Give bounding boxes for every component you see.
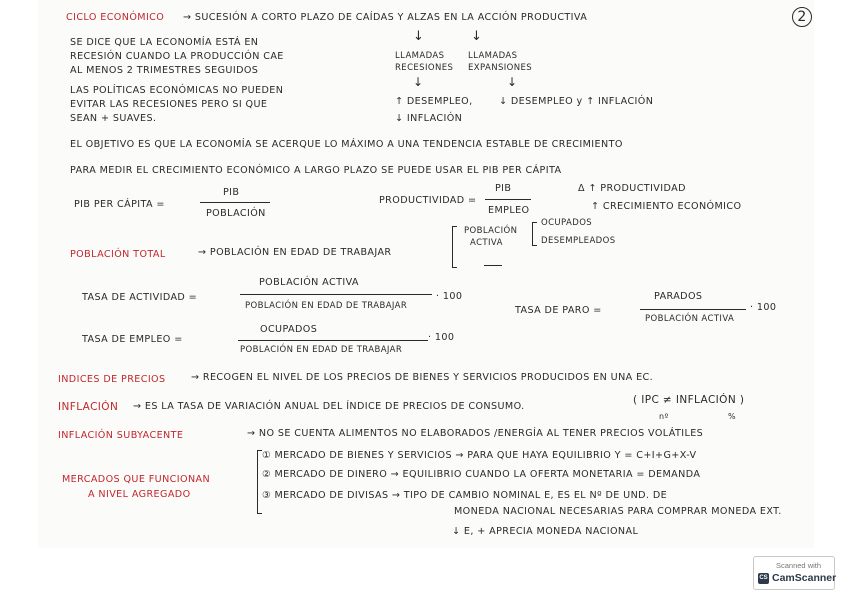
poblacion-activa-1: POBLACIÓN (464, 226, 518, 236)
llamadas-recesiones-2: RECESIONES (395, 63, 454, 73)
politicas-line-2: EVITAR LAS RECESIONES PERO SI QUE (70, 99, 268, 110)
tasa-paro-denominator: POBLACIÓN ACTIVA (645, 314, 735, 324)
pib-numerator: PIB (223, 187, 240, 198)
recesion-effect-1: ↑ DESEMPLEO, (395, 96, 473, 107)
tasa-empleo-numerator: OCUPADOS (260, 324, 318, 335)
expansion-effect: ↓ DESEMPLEO y ↑ INFLACIÓN (499, 96, 654, 107)
arrow-down-left: ↓ (413, 29, 425, 44)
llamadas-expansiones-1: LLAMADAS (468, 51, 518, 61)
camscanner-badge (753, 556, 835, 590)
tasa-paro-numerator: PARADOS (654, 291, 703, 302)
delta-productividad: Δ ↑ PRODUCTIVIDAD (578, 183, 686, 194)
inflacion-title: INFLACIÓN (58, 401, 119, 413)
activa-bracket (532, 222, 537, 246)
mercado-divisas: ③ MERCADO DE DIVISAS → TIPO DE CAMBIO NOMINAL E, ES EL Nº DE UND. DE (262, 490, 668, 501)
crecimiento-economico: ↑ CRECIMIENTO ECONÓMICO (591, 201, 742, 212)
pib-per-capita-label: PIB PER CÁPITA = (74, 199, 165, 210)
arrow-down-right: ↓ (471, 29, 483, 44)
tasa-actividad-fraction-bar (240, 294, 432, 295)
desempleados-label: DESEMPLEADOS (541, 236, 616, 246)
camscanner-brand: CamScanner (772, 572, 837, 584)
ipc-subscript-n: nº (659, 412, 669, 421)
indices-precios-definition: → RECOGEN EL NIVEL DE LOS PRECIOS DE BIENES Y SERVICIOS PRODUCIDOS EN UNA EC. (191, 372, 654, 383)
indices-precios-title: INDICES DE PRECIOS (58, 374, 166, 385)
scanned-with-text: Scanned with (776, 561, 822, 570)
ipc-note: ( IPC ≠ INFLACIÓN ) (633, 394, 745, 406)
ciclo-title: CICLO ECONÓMICO (66, 12, 165, 23)
tasa-actividad-denominator: POBLACIÓN EN EDAD DE TRABAJAR (245, 301, 408, 311)
camscanner-logo-icon: CS (758, 573, 769, 584)
tasa-empleo-label: TASA DE EMPLEO = (82, 334, 183, 345)
recesion-line-1: SE DICE QUE LA ECONOMÍA ESTÁ EN (70, 37, 259, 48)
tasa-empleo-denominator: POBLACIÓN EN EDAD DE TRABAJAR (240, 345, 403, 355)
tasa-empleo-x100: · 100 (428, 332, 455, 343)
tasa-actividad-numerator: POBLACIÓN ACTIVA (259, 277, 359, 288)
llamadas-expansiones-2: EXPANSIONES (468, 63, 533, 73)
arrow-down-right-2: ↓ (507, 75, 518, 89)
recesion-line-2: RECESIÓN CUANDO LA PRODUCCIÓN CAE (70, 51, 284, 62)
ciclo-definition: → SUCESIÓN A CORTO PLAZO DE CAÍDAS Y ALZAS EN LA ACCIÓN PRODUCTIVA (183, 12, 588, 23)
pib-denominator: POBLACIÓN (206, 208, 266, 219)
recesion-line-3: AL MENOS 2 TRIMESTRES SEGUIDOS (70, 65, 259, 76)
arrow-down-left-2: ↓ (413, 75, 424, 89)
politicas-line-1: LAS POLÍTICAS ECONÓMICAS NO PUEDEN (70, 85, 284, 96)
mercados-title-2: A NIVEL AGREGADO (88, 489, 191, 500)
mercado-dinero: ② MERCADO DE DINERO → EQUILIBRIO CUANDO LA OFERTA MONETARIA = DEMANDA (262, 469, 701, 480)
recesion-effect-2: ↓ INFLACIÓN (395, 113, 463, 124)
tasa-paro-x100: · 100 (750, 302, 777, 313)
poblacion-activa-underline (484, 265, 502, 266)
page-number: 2 (792, 7, 812, 27)
ocupados-label: OCUPADOS (541, 218, 593, 228)
inflacion-definition: → ES LA TASA DE VARIACIÓN ANUAL DEL ÍNDICE DE PRECIOS DE CONSUMO. (133, 401, 525, 412)
poblacion-edad-trabajar: → POBLACIÓN EN EDAD DE TRABAJAR (198, 247, 392, 258)
politicas-line-3: SEAN + SUAVES. (70, 113, 157, 124)
poblacion-activa-2: ACTIVA (470, 238, 503, 248)
tasa-empleo-fraction-bar (238, 340, 428, 341)
mercado-bienes-servicios: ① MERCADO DE BIENES Y SERVICIOS → PARA QUE HAYA EQUILIBRIO Y = C+I+G+X-V (262, 450, 697, 461)
poblacion-total-title: POBLACIÓN TOTAL (70, 249, 166, 260)
productividad-fraction-bar (485, 199, 531, 200)
productividad-denominator: EMPLEO (488, 205, 530, 216)
productividad-label: PRODUCTIVIDAD = (379, 195, 477, 206)
mercados-title-1: MERCADOS QUE FUNCIONAN (62, 474, 211, 485)
objetivo-line: EL OBJETIVO ES QUE LA ECONOMÍA SE ACERQUE LO MÁXIMO A UNA TENDENCIA ESTABLE DE CRECIMIENTO (70, 139, 623, 150)
inflacion-subyacente-title: INFLACIÓN SUBYACENTE (58, 430, 184, 441)
poblacion-bracket (452, 226, 457, 268)
productividad-numerator: PIB (495, 183, 512, 194)
tasa-paro-label: TASA DE PARO = (515, 305, 602, 316)
tasa-paro-fraction-bar (640, 309, 746, 310)
medir-line: PARA MEDIR EL CRECIMIENTO ECONÓMICO A LARGO PLAZO SE PUEDE USAR EL PIB PER CÁPITA (70, 165, 562, 176)
inflacion-subyacente-definition: → NO SE CUENTA ALIMENTOS NO ELABORADOS /ENERGÍA AL TENER PRECIOS VOLÁTILES (247, 428, 704, 439)
tasa-actividad-label: TASA DE ACTIVIDAD = (82, 292, 198, 303)
mercado-divisas-cont: MONEDA NACIONAL NECESARIAS PARA COMPRAR MONEDA EXT. (454, 506, 782, 517)
mercado-divisas-aprecia: ↓ E, + APRECIA MONEDA NACIONAL (452, 526, 639, 537)
llamadas-recesiones-1: LLAMADAS (395, 51, 445, 61)
ipc-subscript-percent: % (728, 412, 737, 421)
scanned-page (38, 0, 814, 548)
pib-fraction-bar (200, 202, 270, 203)
tasa-actividad-x100: · 100 (436, 291, 463, 302)
